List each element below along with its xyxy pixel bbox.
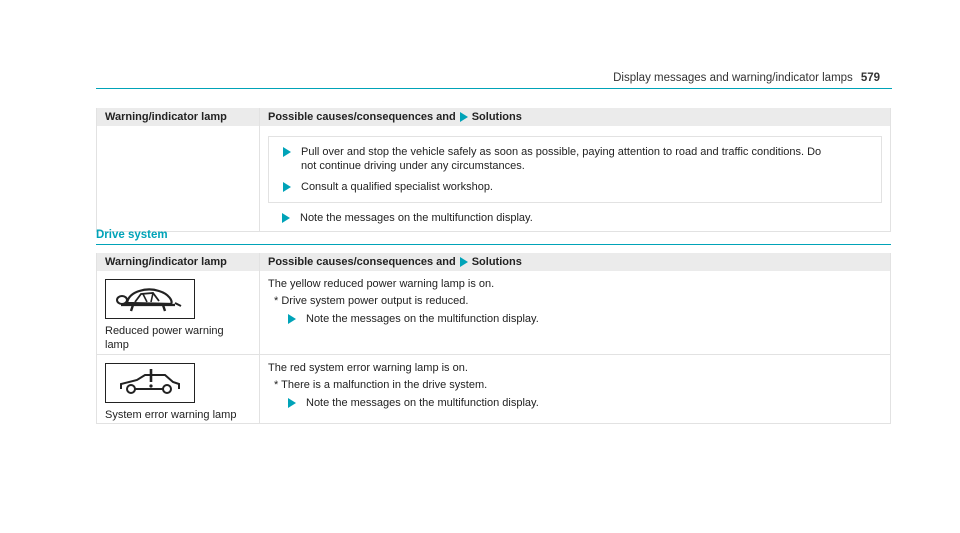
lamp-cell xyxy=(97,271,260,354)
instruction-step: Pull over and stop the vehicle safely as soon as possible, paying attention to road and traffic conditions. Do not continue driving under any circumstances. xyxy=(283,145,871,173)
header-divider xyxy=(96,88,892,89)
lamp-name: lamp xyxy=(105,339,129,351)
page-number: 579 xyxy=(860,72,880,84)
arrow-icon xyxy=(460,112,468,122)
instruction-step: Note the messages on the multifunction display. xyxy=(288,396,882,410)
lamp-status: The yellow reduced power warning lamp is on. xyxy=(268,278,495,290)
instruction-step: Consult a qualified specialist workshop. xyxy=(283,180,871,194)
arrow-icon xyxy=(288,398,296,408)
arrow-icon xyxy=(283,182,291,192)
section-divider xyxy=(96,244,891,245)
causes-cell xyxy=(260,355,890,423)
cause-text: * There is a malfunction in the drive system. xyxy=(274,379,488,391)
causes-cell xyxy=(260,271,890,354)
arrow-icon xyxy=(283,147,291,157)
turtle-icon xyxy=(105,279,195,319)
table-row xyxy=(97,354,890,423)
table-row xyxy=(97,271,890,354)
col-header-lamp: Warning/indicator lamp xyxy=(97,253,260,271)
table-header xyxy=(97,108,890,126)
arrow-icon xyxy=(282,213,290,223)
lamp-name: System error warning lamp xyxy=(105,409,237,421)
lamp-status: The red system error warning lamp is on. xyxy=(268,362,468,374)
instruction-step: Note the messages on the multifunction display. xyxy=(288,312,882,326)
col-header-causes: Possible causes/consequences and Solutions xyxy=(268,111,522,123)
lamp-cell-empty xyxy=(97,126,260,231)
arrow-icon xyxy=(460,257,468,267)
table-header xyxy=(97,253,890,271)
instruction-step: Note the messages on the multifunction display. xyxy=(282,211,882,225)
arrow-icon xyxy=(288,314,296,324)
table-row xyxy=(97,126,890,231)
lamp-name: Reduced power warning xyxy=(105,325,224,337)
instruction-box xyxy=(268,136,882,203)
car-fault-icon xyxy=(105,363,195,403)
warning-table-continued xyxy=(96,108,891,232)
section-title-drive-system: Drive system xyxy=(96,229,168,241)
page-header-text xyxy=(613,72,880,84)
page-header-title: Display messages and warning/indicator lamps xyxy=(613,72,853,84)
lamp-cell xyxy=(97,355,260,423)
causes-cell xyxy=(260,126,890,231)
col-header-causes: Possible causes/consequences and Solutions xyxy=(268,256,522,268)
drive-system-table xyxy=(96,253,891,424)
col-header-lamp: Warning/indicator lamp xyxy=(97,108,260,126)
cause-text: * Drive system power output is reduced. xyxy=(274,295,469,307)
